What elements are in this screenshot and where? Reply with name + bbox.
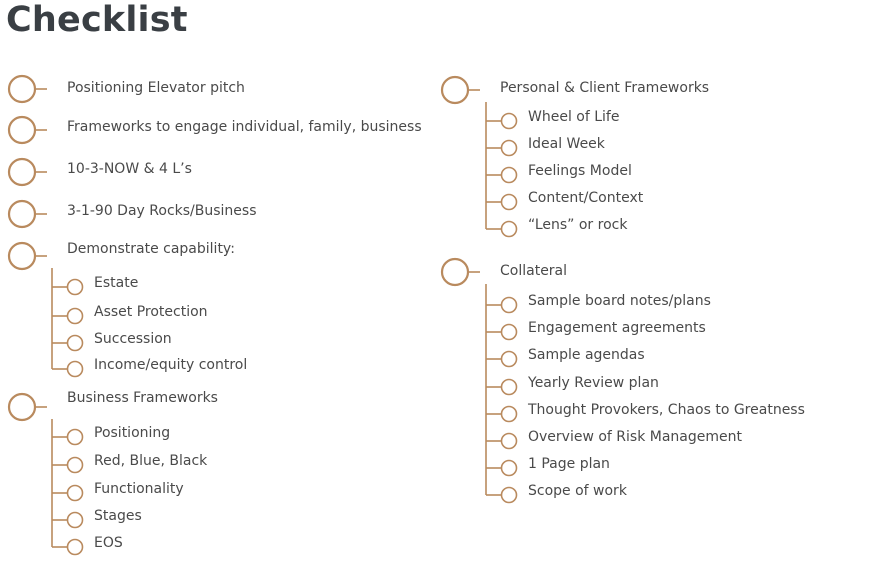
sub-item-label: Yearly Review plan <box>528 375 659 391</box>
sub-checklist-circle[interactable] <box>502 434 517 449</box>
checklist-circle-left-1[interactable] <box>9 117 35 143</box>
sub-item-label: Thought Provokers, Chaos to Greatness <box>528 402 805 418</box>
sub-checklist-circle[interactable] <box>502 222 517 237</box>
sub-checklist-circle[interactable] <box>502 380 517 395</box>
sub-item-label: Wheel of Life <box>528 109 620 125</box>
sub-checklist-circle[interactable] <box>68 458 83 473</box>
checklist-item-label: Personal & Client Frameworks <box>500 80 710 96</box>
sub-item-label: Succession <box>94 331 172 347</box>
sub-checklist-circle[interactable] <box>502 488 517 503</box>
sub-item-label: Positioning <box>94 425 171 441</box>
sub-checklist-circle[interactable] <box>502 298 517 313</box>
sub-checklist-circle[interactable] <box>502 352 517 367</box>
checklist-item-label: Demonstrate capability: <box>67 241 235 257</box>
sub-item-label: Asset Protection <box>94 304 208 320</box>
sub-item-label: Scope of work <box>528 483 627 499</box>
sub-checklist-circle[interactable] <box>68 309 83 324</box>
sub-item-label: Overview of Risk Management <box>528 429 742 445</box>
sub-item-label: “Lens” or rock <box>528 217 628 233</box>
sub-item-label: Sample board notes/plans <box>528 293 711 309</box>
sub-checklist-circle[interactable] <box>502 407 517 422</box>
sub-item-label: Content/Context <box>528 190 644 206</box>
sub-item-label: Ideal Week <box>528 136 605 152</box>
checklist-item-label: Business Frameworks <box>67 390 218 406</box>
sub-checklist-circle[interactable] <box>68 540 83 555</box>
sub-item-label: Red, Blue, Black <box>94 453 208 469</box>
checklist-circle-right-1[interactable] <box>442 259 468 285</box>
checklist-circle-left-2[interactable] <box>9 159 35 185</box>
sub-item-label: Feelings Model <box>528 163 632 179</box>
checklist-item-label: Frameworks to engage individual, family, business <box>67 119 422 135</box>
sub-checklist-circle[interactable] <box>502 114 517 129</box>
sub-checklist-circle[interactable] <box>68 280 83 295</box>
sub-item-label: Sample agendas <box>528 347 645 363</box>
checklist-circle-right-0[interactable] <box>442 77 468 103</box>
sub-item-label: Income/equity control <box>94 357 248 373</box>
checklist-item-label: 3-1-90 Day Rocks/Business <box>67 203 257 219</box>
sub-checklist-circle[interactable] <box>502 141 517 156</box>
sub-item-label: EOS <box>94 535 123 551</box>
sub-item-label: Functionality <box>94 481 184 497</box>
checklist-item-label: Positioning Elevator pitch <box>67 80 245 96</box>
sub-checklist-circle[interactable] <box>68 362 83 377</box>
sub-item-label: Estate <box>94 275 139 291</box>
sub-checklist-circle[interactable] <box>68 336 83 351</box>
checklist-circle-left-5[interactable] <box>9 394 35 420</box>
sub-checklist-circle[interactable] <box>68 430 83 445</box>
sub-item-label: Stages <box>94 508 142 524</box>
sub-checklist-circle[interactable] <box>502 195 517 210</box>
checklist-circle-left-4[interactable] <box>9 243 35 269</box>
sub-checklist-circle[interactable] <box>68 486 83 501</box>
checklist-item-label: 10-3-NOW & 4 L’s <box>67 161 192 177</box>
checklist-item-label: Collateral <box>500 263 568 279</box>
checklist-circle-left-3[interactable] <box>9 201 35 227</box>
sub-checklist-circle[interactable] <box>502 325 517 340</box>
sub-item-label: Engagement agreements <box>528 320 706 336</box>
checklist-circle-left-0[interactable] <box>9 76 35 102</box>
page-title: Checklist <box>6 0 188 40</box>
sub-checklist-circle[interactable] <box>502 168 517 183</box>
sub-item-label: 1 Page plan <box>528 456 610 472</box>
sub-checklist-circle[interactable] <box>68 513 83 528</box>
sub-checklist-circle[interactable] <box>502 461 517 476</box>
